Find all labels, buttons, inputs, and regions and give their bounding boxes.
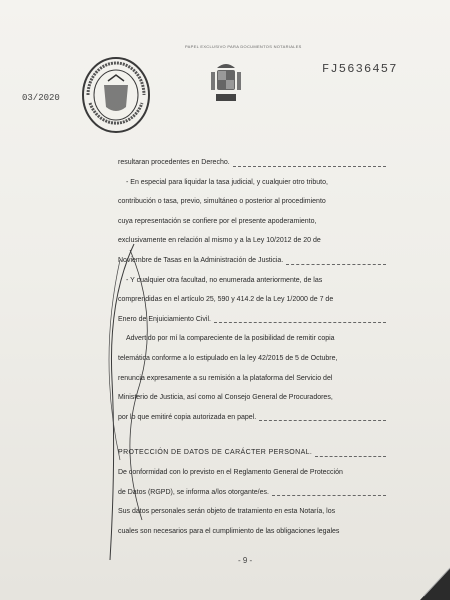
page-number: - 9 -: [238, 556, 253, 565]
body-line: Enero de Enjuiciamiento Civil.: [118, 310, 386, 330]
body-line: - Y cualquier otra facultad, no enumerada anteriormente, de las: [126, 276, 323, 284]
notary-seal-icon: [80, 55, 152, 135]
body-line: de Datos (RGPD), se informa a/los otorgante/es.: [118, 483, 386, 503]
body-line: contribución o tasa, previo, simultáneo o posterior al procedimiento: [118, 198, 326, 206]
body-line: por lo que emitiré copia autorizada en papel.: [118, 408, 386, 428]
signature-flourish-icon: [90, 240, 170, 570]
document-date: 03/2020: [22, 93, 60, 103]
body-line: Noviembre de Tasas en la Administración de Justicia.: [118, 251, 386, 271]
body-line: renuncia expresamente a su remisión a la plataforma del Servicio del: [118, 374, 333, 382]
body-line: - En especial para liquidar la tasa judicial, y cualquier otro tributo,: [126, 178, 328, 186]
body-line: telemática conforme a lo estipulado en la ley 42/2015 de 5 de Octubre,: [118, 354, 338, 362]
body-line: Sus datos personales serán objeto de tratamiento en esta Notaría, los: [118, 508, 336, 516]
body-line: Ministerio de Justicia, así como al Consejo General de Procuradores,: [118, 394, 333, 402]
body-line: De conformidad con lo previsto en el Reglamento General de Protección: [118, 468, 343, 476]
document-serial-number: FJ5636457: [322, 62, 398, 76]
body-line: Advertido por mí la compareciente de la posibilidad de remitir copia: [126, 335, 335, 343]
body-line: comprendidas en el artículo 25, 590 y 414.2 de la Ley 1/2000 de 7 de: [118, 296, 334, 304]
body-line: resultaran procedentes en Derecho.: [118, 153, 386, 173]
page-corner-icon: [410, 560, 450, 600]
section-heading: PROTECCIÓN DE DATOS DE CARÁCTER PERSONAL.: [118, 443, 386, 463]
coat-of-arms-icon: [208, 60, 244, 104]
header-small-print: PAPEL EXCLUSIVO PARA DOCUMENTOS NOTARIALES: [185, 44, 302, 49]
body-line: cuya representación se confiere por el presente apoderamiento,: [118, 217, 317, 225]
body-line: cuales son necesarios para el cumplimiento de las obligaciones legales: [118, 527, 340, 535]
body-line: exclusivamente en relación al mismo y a la Ley 10/2012 de 20 de: [118, 237, 321, 245]
